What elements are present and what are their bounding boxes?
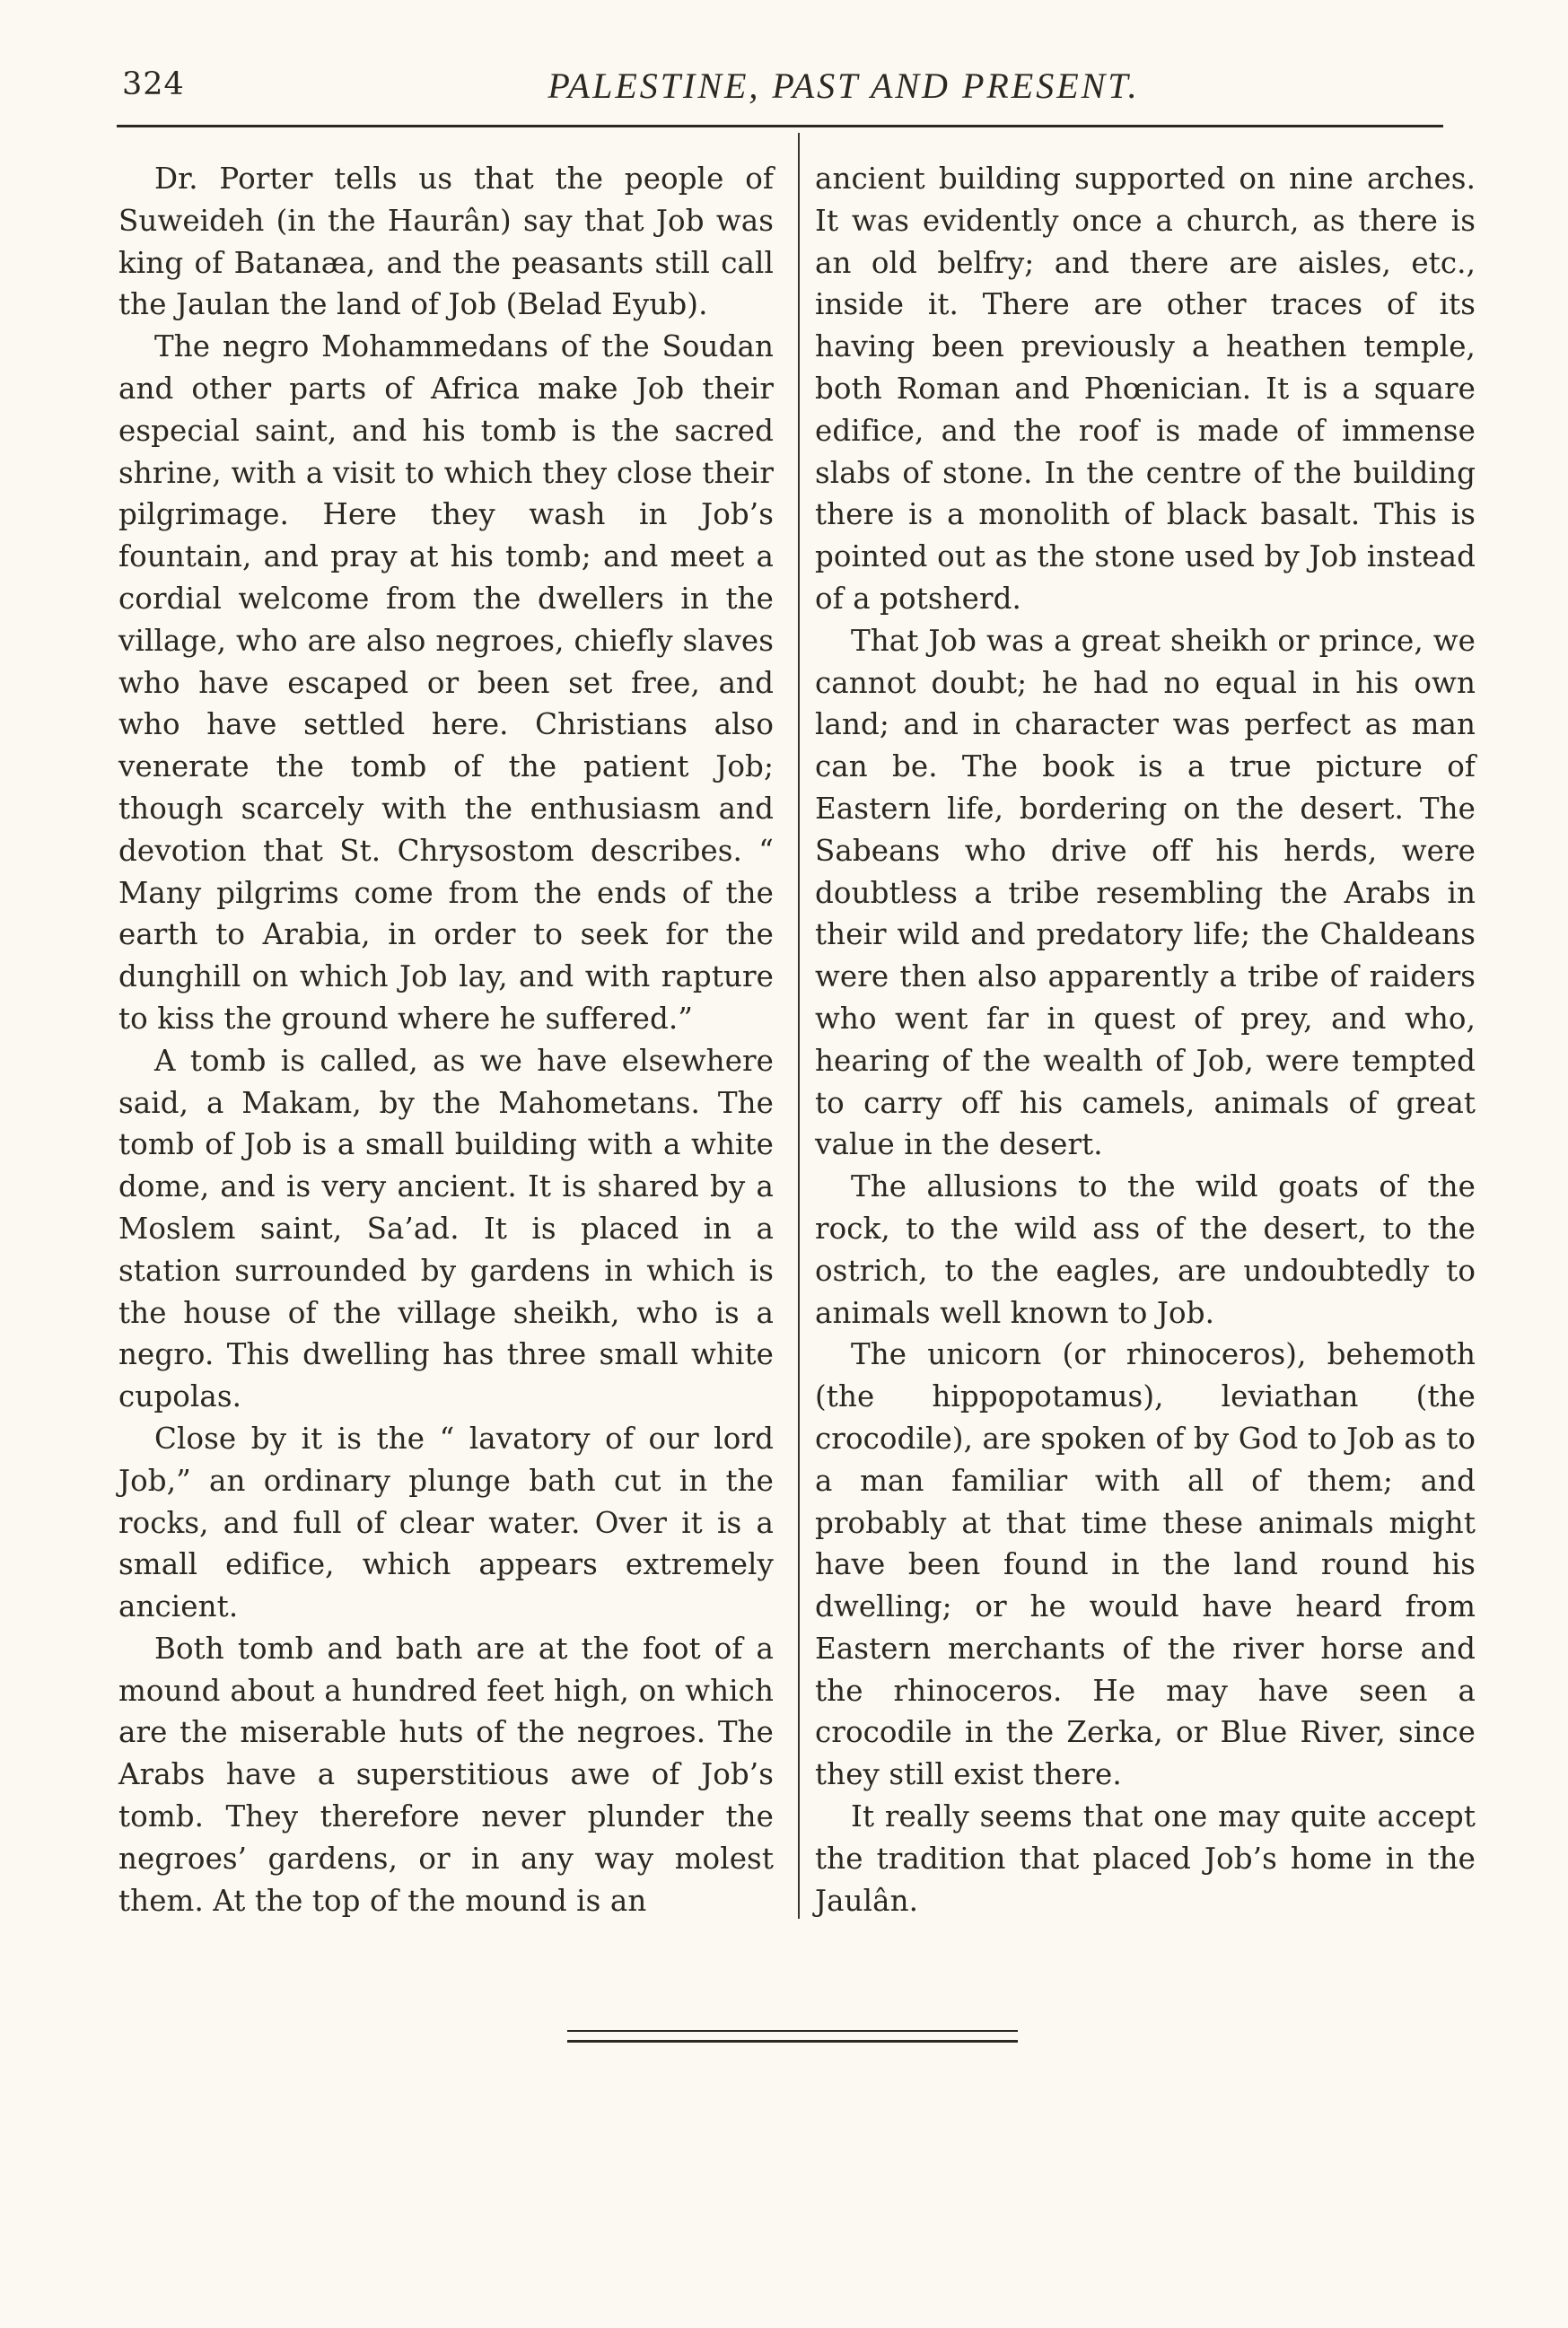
footer-rule [567, 2030, 1018, 2032]
running-title: PALESTINE, PAST AND PRESENT. [547, 66, 1140, 106]
header-rule [117, 125, 1443, 127]
paragraph: Dr. Porter tells us that the people of Suweideh (in the Haurân) say that Job was king of Batanæa, and the peasants still call the Jaulan the land of Job (Belad Eyub). [118, 162, 774, 322]
paragraph: That Job was a great sheikh or prince, we cannot doubt; he had no equal in his own land; and in character was perfect as man can be. The book is a true picture of Eastern life, bordering on the desert. The Sabeans who drive off his herds, were doubtless a tribe resembling the Arabs in their wild and predatory life; the Chaldeans were then also apparently a tribe of raiders who went far in quest of prey, and who, hearing of the wealth of Job, were tempted to carry off his camels, animals of great value in the desert. [815, 623, 1476, 1162]
page-number: 324 [122, 66, 185, 102]
paragraph: Both tomb and bath are at the foot of a mound about a hundred feet high, on which are the miserable huts of the negroes. The Arabs have a superstitious awe of Job’s tomb. They therefore never plunder the negroes’ gardens, or in any way molest them. At the top of the mound is an [118, 1631, 774, 1918]
column-divider [798, 133, 800, 1919]
left-column [118, 158, 774, 1921]
paragraph: The negro Mohammedans of the Soudan and other parts of Africa make Job their especial saint, and his tomb is the sacred shrine, with a visit to which they close their pilgrimage. Here they wash in Job’s fountain, and pray at his tomb; and meet a cordial welcome from the dwellers in the village, who are also negroes, chiefly slaves who have escaped or been set free, and who have settled here. Christians also venerate the tomb of the patient Job; though scarcely with the enthusiasm and devotion that St. Chrysostom describes. “ Many pilgrims come from the ends of the earth to Arabia, in order to seek for the dunghill on which Job lay, and with rapture to kiss the ground where he suffered.” [118, 329, 774, 1036]
paragraph: The unicorn (or rhinoceros), behemoth (the hippopotamus), leviathan (the crocodile), are spoken of by God to Job as to a man familiar with all of them; and probably at that time these animals might have been found in the land round his dwelling; or he would have heard from Eastern merchants of the river horse and the rhinoceros. He may have seen a crocodile in the Zerka, or Blue River, since they still exist there. [815, 1337, 1476, 1792]
paragraph: It really seems that one may quite accept the tradition that placed Job’s home in the Jaulân. [815, 1799, 1476, 1918]
paragraph: The allusions to the wild goats of the rock, to the wild ass of the desert, to the ostrich, to the eagles, are undoubtedly to animals well known to Job. [815, 1169, 1476, 1330]
footer-rule [567, 2040, 1018, 2043]
paragraph: Close by it is the “ lavatory of our lord Job,” an ordinary plunge bath cut in the rocks, and full of clear water. Over it is a small edifice, which appears extremely ancient. [118, 1421, 774, 1624]
page-header [117, 61, 1445, 115]
paragraph: ancient building supported on nine arches. It was evidently once a church, as there is an old belfry; and there are aisles, etc., inside it. There are other traces of its having been previously a heathen temple, both Roman and Phœnician. It is a square edifice, and the roof is made of immense slabs of stone. In the centre of the building there is a monolith of black basalt. This is pointed out as the stone used by Job instead of a potsherd. [815, 162, 1476, 616]
right-column [815, 158, 1476, 1921]
paragraph: A tomb is called, as we have elsewhere said, a Makam, by the Mahometans. The tomb of Job is a small building with a white dome, and is very ancient. It is shared by a Moslem saint, Sa’ad. It is placed in a station surrounded by gardens in which is the house of the village sheikh, who is a negro. This dwelling has three small white cupolas. [118, 1043, 774, 1414]
